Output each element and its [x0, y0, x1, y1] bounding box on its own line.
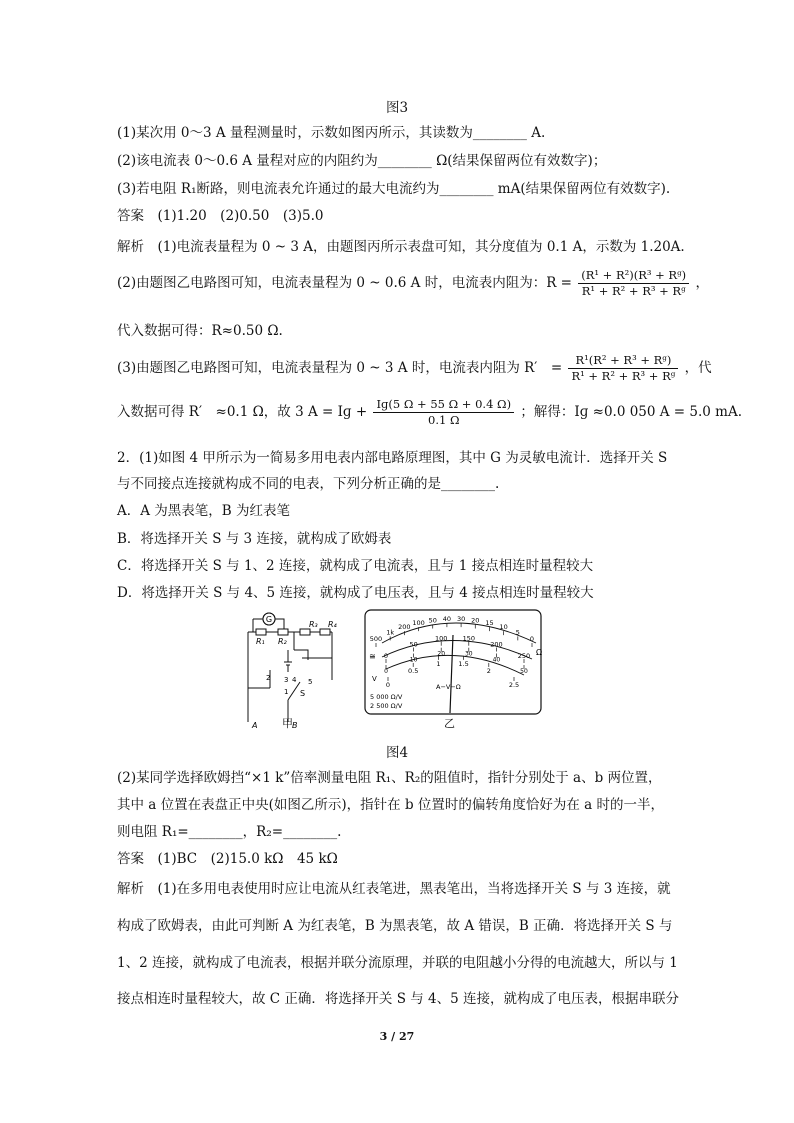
q1-analysis-2 [117, 268, 709, 299]
q1-analysis-2b: 代入数据可得：R≈0.50 Ω. [117, 323, 283, 339]
q2-stem-2: 与不同接点连接就构成不同的电表，下列分析正确的是________. [117, 476, 500, 492]
circuit-r1-label: R₁ [256, 637, 265, 646]
q2-part2-line3: 则电阻 R₁=________，R₂=________. [117, 824, 342, 840]
circuit-node-4: 4 [292, 676, 297, 684]
fraction-denominator: R¹ + R² + R³ + Rᵍ [581, 284, 686, 298]
page-number: 3 / 27 [379, 1030, 415, 1043]
voltage-scale-label: 2 [486, 666, 491, 675]
meter-v-label: V [372, 675, 377, 683]
meter-omega-symbol: Ω [536, 648, 542, 657]
ohm-scale-label: 50 [428, 616, 437, 625]
circuit-node-1: 1 [284, 688, 289, 696]
q1-analysis-3-text: (3)由题图乙电路图可知，电流表量程为 0 ~ 3 A 时，电流表内阻为 R′ = [117, 360, 563, 376]
circuit-switch-label: S [300, 689, 306, 698]
ohm-scale-label: 30 [456, 615, 466, 624]
dc-scale-secondary-label: 10 [409, 656, 418, 664]
q1-analysis-1: 解析 (1)电流表量程为 0 ~ 3 A，由题图丙所示表盘可知，其分度值为 0.1 A，示数为 1.20A. [117, 239, 685, 255]
voltage-scale-label: 1.5 [458, 659, 469, 668]
q2-part2-line2: 其中 a 位置在表盘正中央(如图乙所示)，指针在 b 位置时的偏转角度恰好为在 a 时的一半， [117, 797, 665, 813]
dc-scale-secondary-label: 0 [384, 668, 388, 675]
ohm-scale-label: 10 [499, 623, 508, 632]
q1-analysis-3b [117, 397, 742, 428]
q1-analysis-2-tail: ， [695, 275, 709, 291]
ohm-scale-label: 5 [515, 628, 520, 637]
circuit-terminal-b: B [292, 721, 298, 730]
q1-analysis-3b-tail: ；解得：Iɡ ≈0.0 050 A = 5.0 mA. [520, 404, 743, 420]
circuit-r2-label: R₂ [278, 637, 287, 646]
dc-scale-secondary-label: 20 [437, 650, 446, 658]
ohm-scale-label: 15 [485, 619, 494, 628]
circuit-r4-label: R₄ [328, 620, 337, 629]
circuit-r3-label: R₃ [309, 620, 318, 629]
figure-4-caption: 图4 [385, 745, 409, 761]
q2-analysis-3: 1、2 连接，就构成了电流表，根据并联分流原理，并联的电阻越小分得的电流越大，所以与 1 [117, 955, 678, 971]
q2-part2-line1: (2)某同学选择欧姆挡“×1 k”倍率测量电阻 R₁、R₂的阻值时，指针分别处于 a、b 两位置， [117, 770, 662, 786]
meter-sensitivity-2: 2 500 Ω/V [370, 702, 403, 710]
dc-scale-label: 0 [383, 652, 389, 660]
figure-3-caption: 图3 [385, 100, 409, 116]
ohm-scale-label: 200 [398, 623, 411, 632]
circuit-diagram [240, 610, 350, 730]
q1-analysis-2-fraction [578, 268, 689, 299]
ohm-scale-label: 500 [369, 635, 383, 643]
circuit-node-2: 2 [266, 674, 271, 682]
meter-center-label: A−V−Ω [436, 683, 461, 691]
q2-answer: 答案 (1)BC (2)15.0 kΩ 45 kΩ [117, 851, 338, 867]
dc-scale-secondary-label: 50 [520, 668, 528, 675]
meter-left-symbol: ≅ [369, 652, 376, 661]
circuit-g-label: G [265, 615, 273, 624]
dc-scale-label: 100 [434, 634, 448, 643]
q2-option-a: A．A 为黑表笔，B 为红表笔 [117, 503, 291, 519]
q1-analysis-3 [117, 353, 712, 384]
dc-scale-label: 200 [490, 640, 503, 649]
meter-sensitivity-1: 5 000 Ω/V [370, 693, 403, 701]
fraction-denominator: 0.1 Ω [428, 413, 460, 427]
voltage-scale-label: 2.5 [508, 681, 520, 689]
dc-scale-secondary-label: 30 [464, 650, 473, 658]
q2-option-d: D．将选择开关 S 与 4、5 连接，就构成了电压表，且与 4 接点相连时量程较大 [117, 585, 594, 601]
q1-part2: (2)该电流表 0～0.6 A 量程对应的内阻约为________ Ω(结果保留两位有效数字)； [117, 153, 607, 169]
dc-scale-label: 150 [462, 634, 476, 643]
ohm-scale-label: 0 [529, 635, 535, 643]
figure-right-label: 乙 [444, 717, 455, 730]
q1-analysis-2-text: (2)由题图乙电路图可知，电流表量程为 0 ~ 0.6 A 时，电流表内阻为：R = [117, 275, 572, 291]
q1-analysis-3-fraction [568, 353, 678, 384]
q1-answer: 答案 (1)1.20 (2)0.50 (3)5.0 [117, 208, 324, 224]
circuit-terminal-a: A [252, 721, 258, 730]
q2-analysis-2: 构成了欧姆表，由此可判断 A 为红表笔，B 为黑表笔，故 A 错误，B 正确．将选择开关 S 与 [117, 918, 673, 934]
circuit-node-3: 3 [284, 676, 289, 684]
figure-left-label: 甲 [282, 717, 293, 730]
voltage-scale-label: 0 [385, 681, 391, 689]
q2-option-c: C．将选择开关 S 与 1、2 连接，就构成了电流表，且与 1 接点相连时量程较大 [117, 558, 594, 574]
voltage-scale-label: 0.5 [408, 666, 419, 675]
fraction-numerator: R¹(R² + R³ + Rᵍ) [568, 353, 678, 369]
q2-option-b: B．将选择开关 S 与 3 连接，就构成了欧姆表 [117, 531, 392, 547]
ohm-scale-label: 40 [442, 615, 452, 624]
ohm-scale-label: 100 [412, 619, 425, 628]
q1-analysis-3b-fraction [373, 397, 514, 428]
q1-analysis-3-tail: ，代 [684, 360, 712, 376]
circuit-node-5: 5 [308, 678, 313, 686]
q1-part3: (3)若电阻 R₁断路，则电流表允许通过的最大电流约为________ mA(结果保留两位有效数字). [117, 181, 671, 197]
dc-scale-label: 50 [409, 640, 418, 649]
q2-analysis-4: 接点相连时量程较大，故 C 正确．将选择开关 S 与 4、5 连接，就构成了电压表，根据串联分 [117, 991, 680, 1007]
ohm-scale-label: 20 [471, 616, 480, 625]
q1-analysis-3b-text: 入数据可得 R′ ≈0.1 Ω，故 3 A = Iɡ + [117, 404, 368, 420]
q1-part1: (1)某次用 0～3 A 量程测量时，示数如图丙所示，其读数为________ A. [117, 125, 546, 141]
fraction-numerator: Iɡ(5 Ω + 55 Ω + 0.4 Ω) [373, 397, 514, 413]
meter-dial [364, 609, 542, 715]
q2-analysis-1: 解析 (1)在多用电表使用时应让电流从红表笔进，黑表笔出，当将选择开关 S 与 3 连接，就 [117, 881, 671, 897]
fraction-numerator: (R¹ + R²)(R³ + Rᵍ) [578, 268, 689, 284]
voltage-scale-label: 1 [436, 659, 441, 668]
dc-scale-label: 250 [517, 652, 531, 660]
ohm-scale-label: 1k [386, 628, 395, 637]
dc-scale-secondary-label: 40 [492, 656, 501, 664]
fraction-denominator: R¹ + R² + R³ + Rᵍ [571, 369, 676, 383]
q2-stem-1: 2．(1)如图 4 甲所示为一简易多用电表内部电路原理图，其中 G 为灵敏电流计．选择开关 S [117, 450, 668, 466]
